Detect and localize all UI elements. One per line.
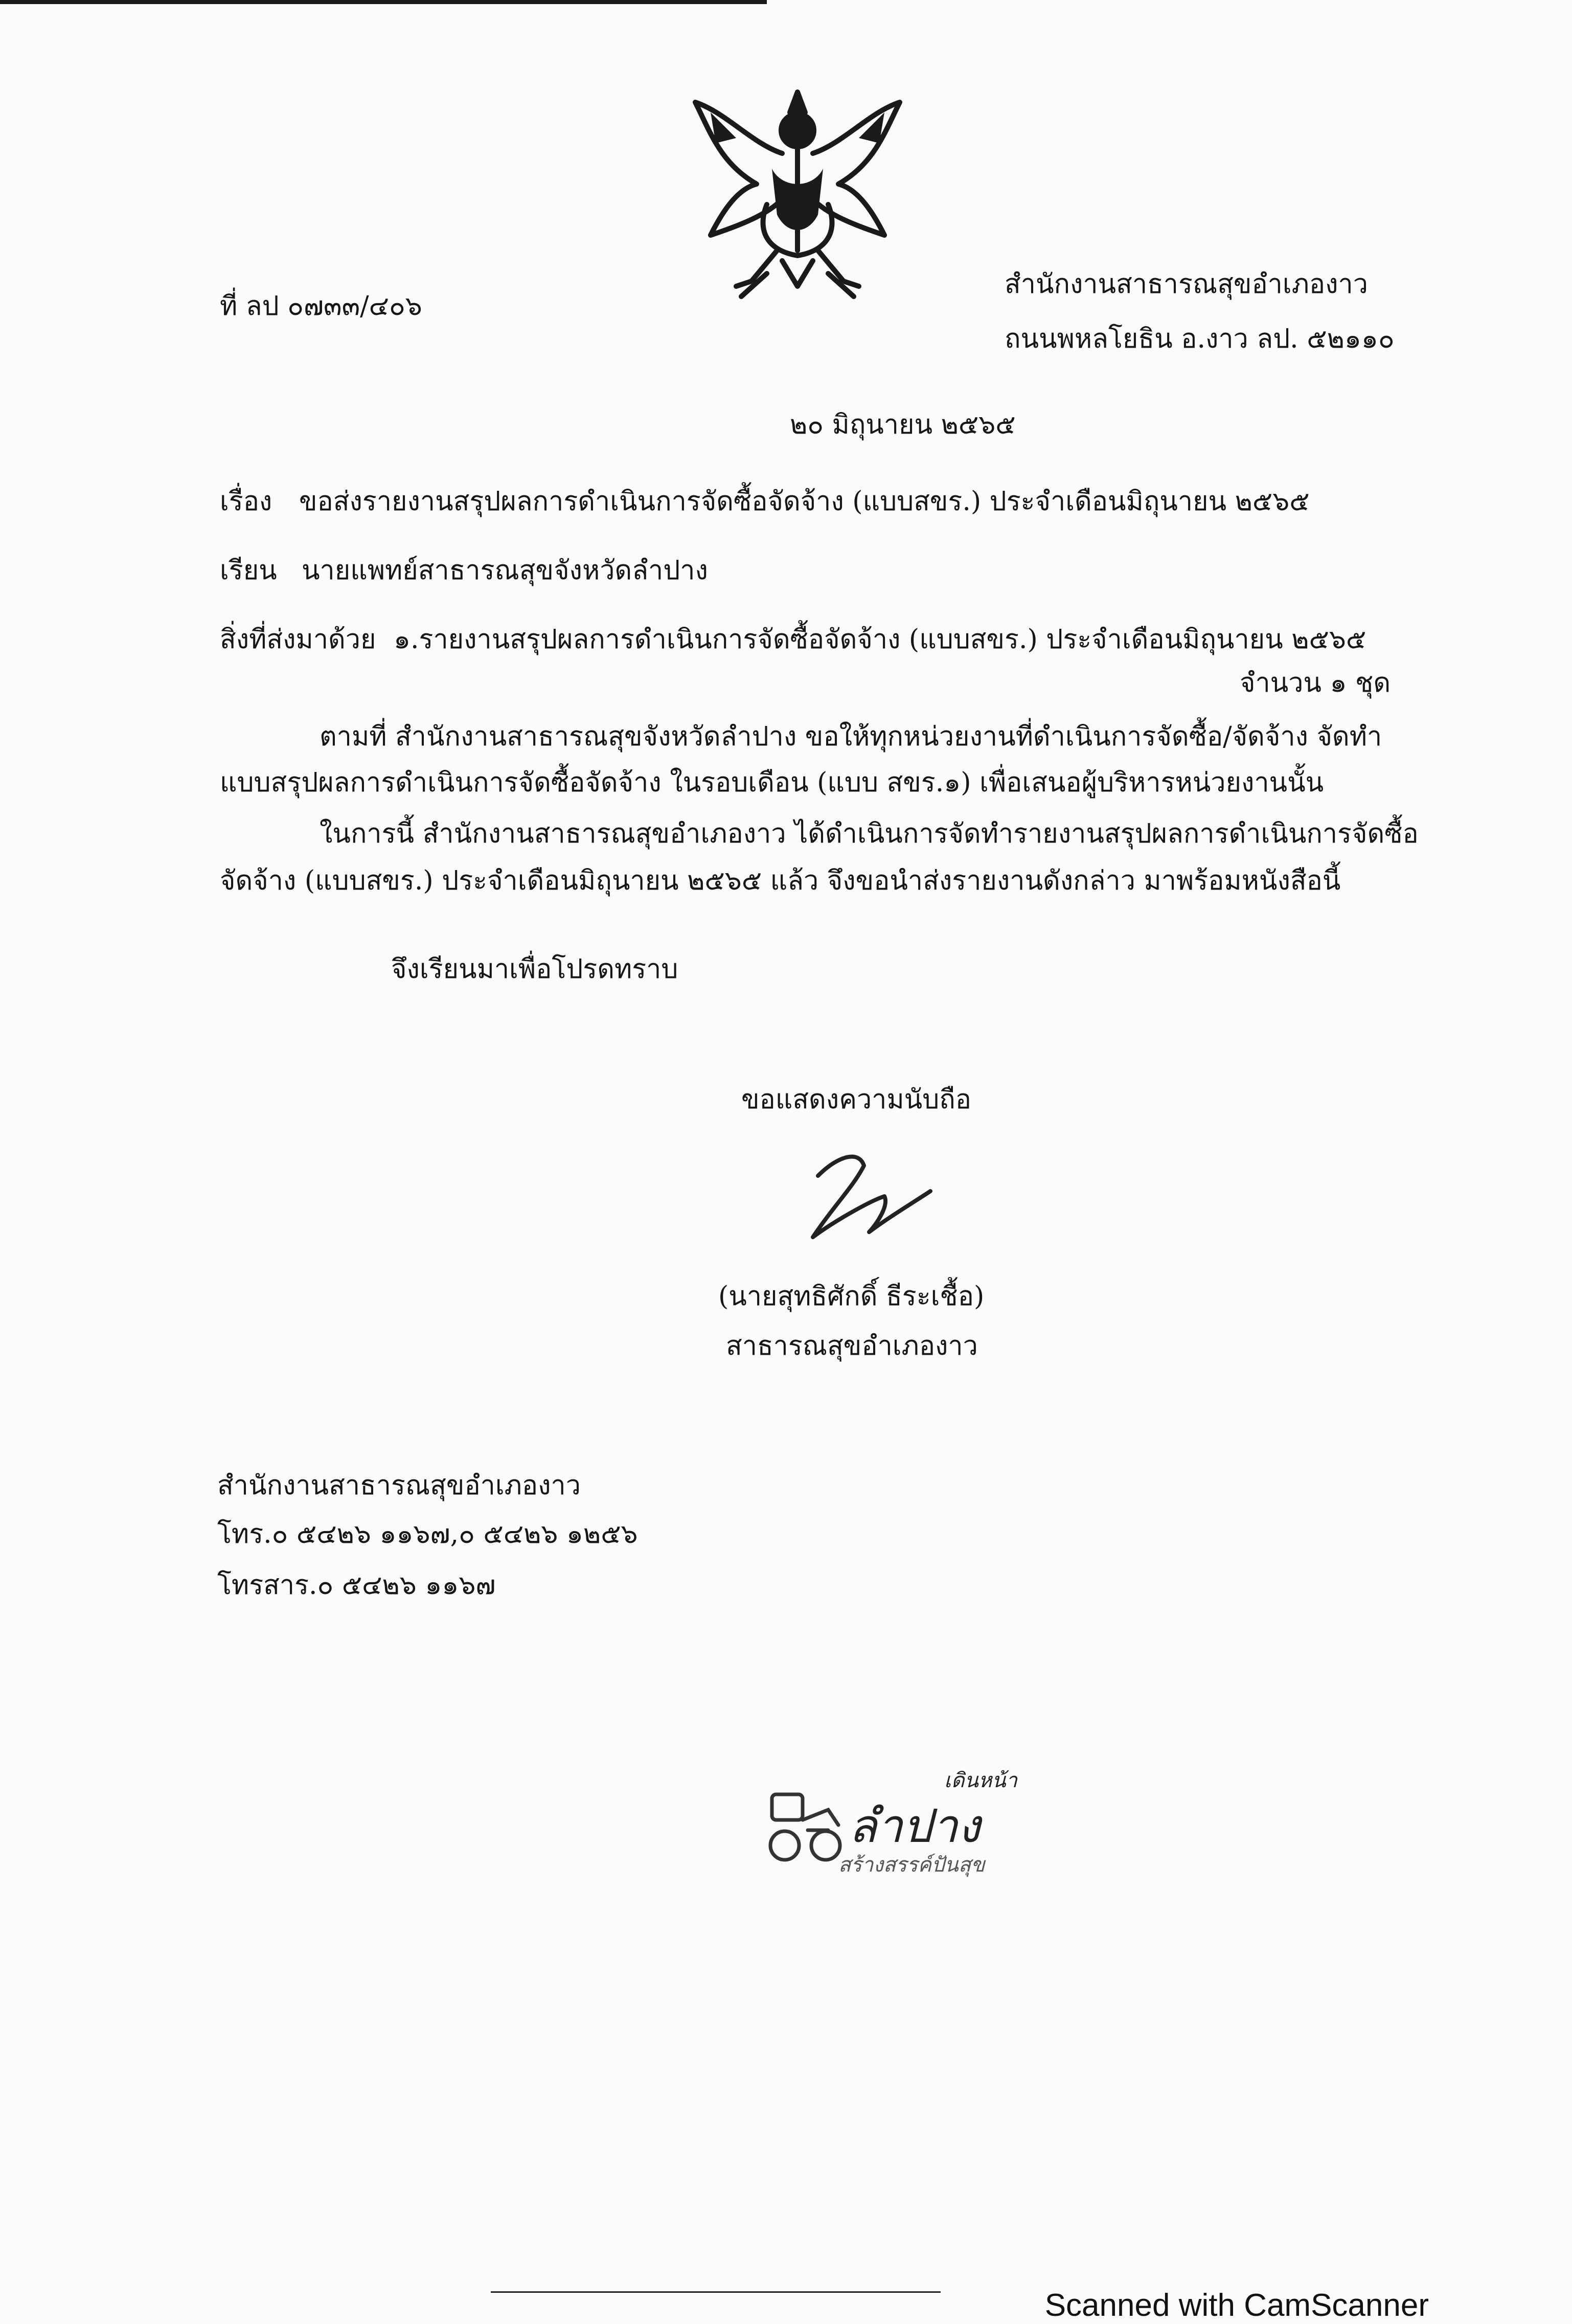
subject-text: ขอส่งรายงานสรุปผลการดำเนินการจัดซื้อจัดจ้าง (แบบสขร.) ประจำเดือนมิถุนายน ๒๕๖๕ [299, 486, 1310, 517]
signer-title: สาธารณสุขอำเภองาว [726, 1331, 978, 1361]
footer-telephone: โทร.๐ ๕๔๒๖ ๑๑๖๗,๐ ๕๔๒๖ ๑๒๕๖ [217, 1519, 638, 1550]
enclosure-quantity: จำนวน ๑ ชุด [1240, 668, 1391, 698]
recipient-text: นายแพทย์สาธารณสุขจังหวัดลำปาง [302, 555, 708, 586]
garuda-emblem-icon [680, 82, 915, 317]
scanner-watermark: Scanned with CamScanner [1044, 2288, 1429, 2323]
paragraph-1-line-1: ตามที่ สำนักงานสาธารณสุขจังหวัดลำปาง ขอให้ทุกหน่วยงานที่ดำเนินการจัดซื้อ/จัดจ้าง จัดทำ [320, 721, 1382, 752]
lampang-campaign-logo [762, 1759, 1028, 1886]
paragraph-1-line-2: แบบสรุปผลการดำเนินการจัดซื้อจัดจ้าง ในรอบเดือน (แบบ สขร.๑) เพื่อเสนอผู้บริหารหน่วยงานนั้น [220, 767, 1324, 798]
footer-fax: โทรสาร.๐ ๕๔๒๖ ๑๑๖๗ [217, 1570, 496, 1601]
logo-main-text: ลำปาง [849, 1799, 981, 1853]
logo-sub-text: สร้างสรรค์ปันสุข [838, 1853, 985, 1877]
enclosure-text: ๑.รายงานสรุปผลการดำเนินการจัดซื้อจัดจ้าง (แบบสขร.) ประจำเดือนมิถุนายน ๒๕๖๕ [394, 624, 1366, 655]
paragraph-2-line-2: จัดจ้าง (แบบสขร.) ประจำเดือนมิถุนายน ๒๕๖๕ แล้ว จึงขอนำส่งรายงานดังกล่าว มาพร้อมหนังสือนี้ [220, 865, 1341, 896]
office-name: สำนักงานสาธารณสุขอำเภองาว [1005, 269, 1368, 300]
reference-number: ที่ ลป ๐๗๓๓/๔๐๖ [220, 291, 422, 322]
footer-office-name: สำนักงานสาธารณสุขอำเภองาว [217, 1470, 581, 1501]
scanner-divider [491, 2291, 941, 2293]
letter-date: ๒๐ มิถุนายน ๒๕๖๕ [790, 409, 1016, 440]
subject-label: เรื่อง [220, 486, 272, 517]
regards-line: ขอแสดงความนับถือ [741, 1084, 971, 1115]
enclosure-label: สิ่งที่ส่งมาด้วย [220, 624, 376, 655]
signer-name: (นายสุทธิศักดิ์ ธีระเชื้อ) [718, 1281, 985, 1312]
logo-top-text: เดินหน้า [944, 1769, 1017, 1792]
recipient-label: เรียน [220, 555, 277, 586]
lampang-horse-icon [762, 1779, 849, 1866]
closing-sentence: จึงเรียนมาเพื่อโปรดทราบ [391, 954, 678, 985]
paragraph-2-line-1: ในการนี้ สำนักงานสาธารณสุขอำเภองาว ได้ดำเนินการจัดทำรายงานสรุปผลการดำเนินการจัดซื้อ [320, 818, 1419, 849]
signature-mark [798, 1145, 941, 1252]
office-address: ถนนพหลโยธิน อ.งาว ลป. ๕๒๑๑๐ [1005, 324, 1395, 354]
scan-top-edge [0, 0, 767, 4]
